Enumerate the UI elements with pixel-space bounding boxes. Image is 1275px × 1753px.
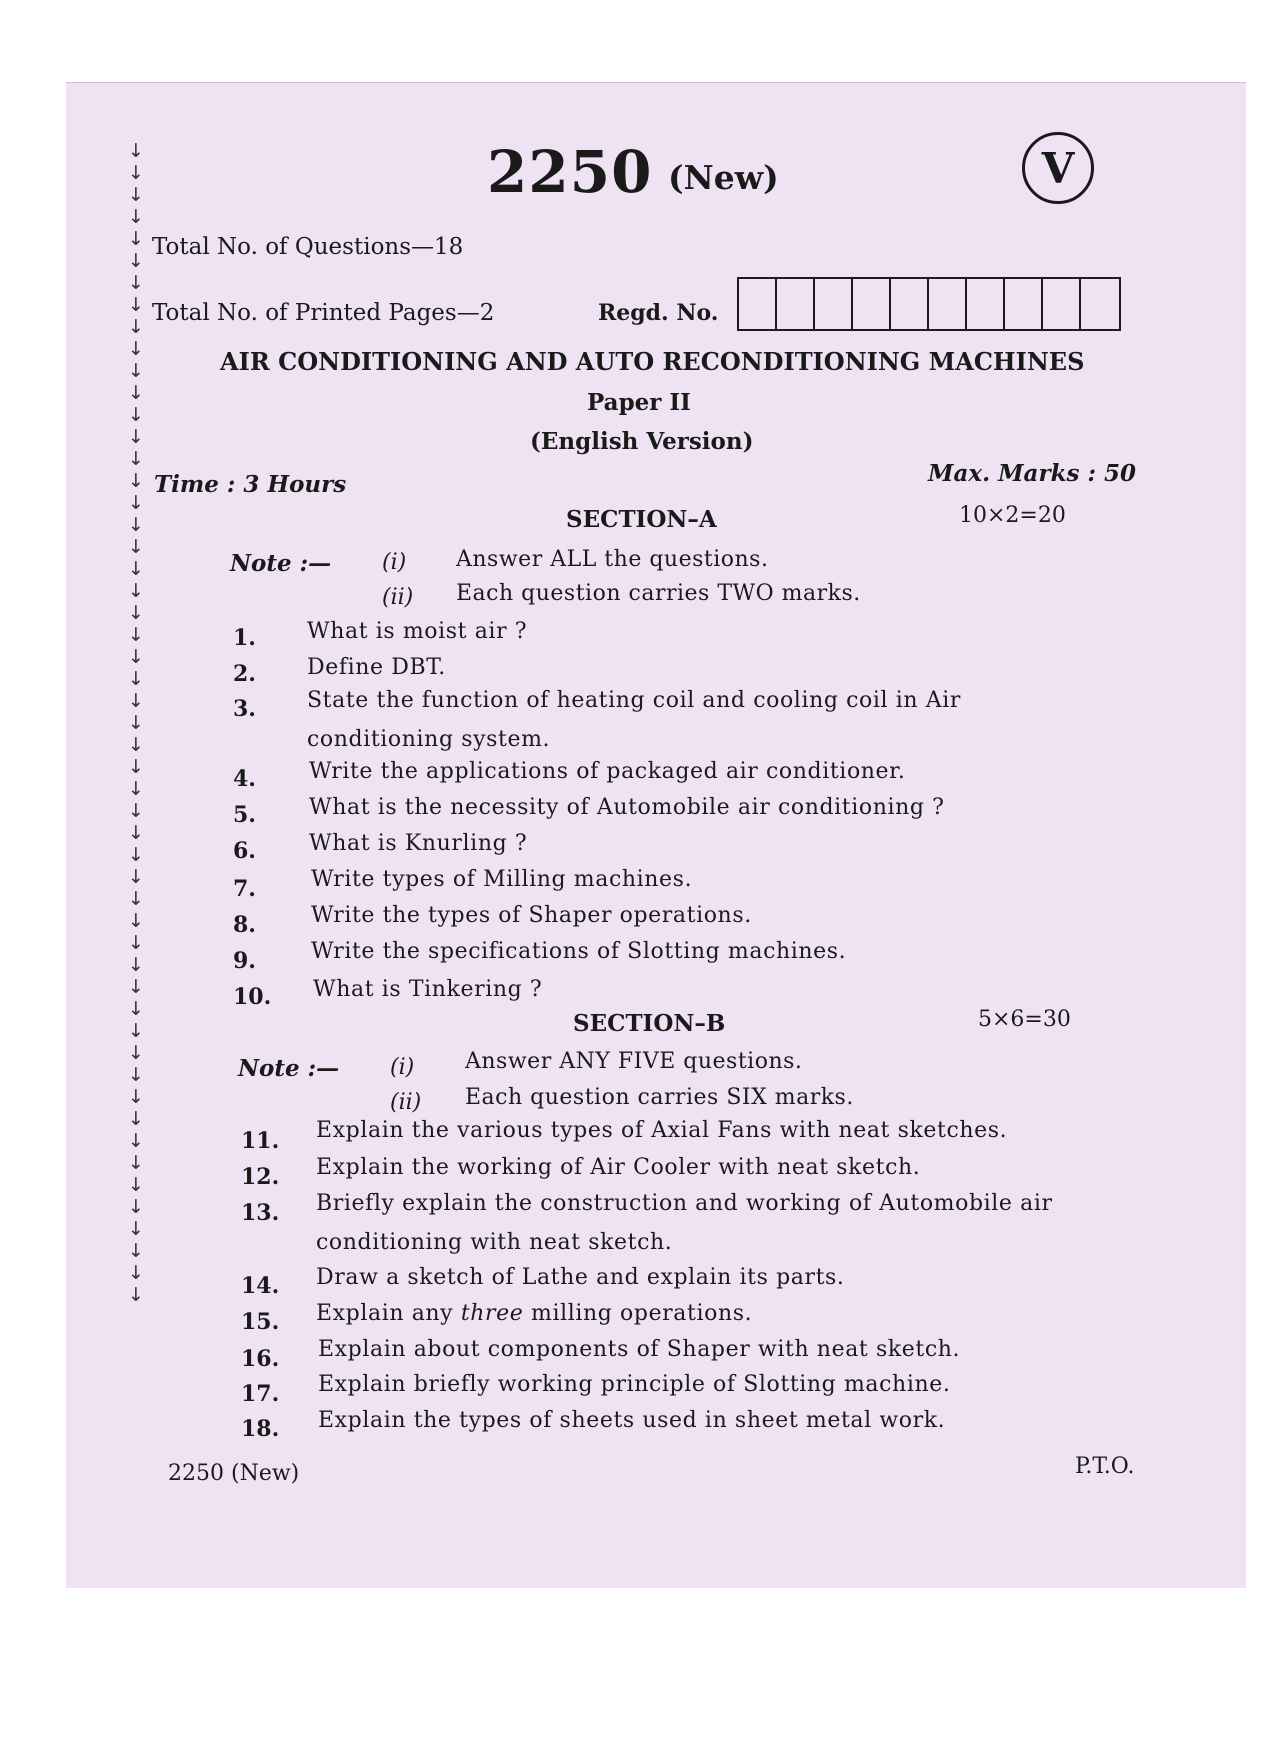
margin-arrow: ↓ — [128, 250, 144, 272]
question-text — [316, 1301, 752, 1326]
question-number: 14. — [241, 1273, 280, 1299]
question-text: Explain the types of sheets used in sheet metal work. — [318, 1408, 946, 1433]
question-text: Explain briefly working principle of Slotting machine. — [318, 1372, 951, 1397]
margin-arrow: ↓ — [128, 1064, 144, 1086]
question-text: State the function of heating coil and cooling coil in Air — [307, 688, 961, 713]
margin-arrow: ↓ — [128, 844, 144, 866]
margin-arrow: ↓ — [128, 360, 144, 382]
regd-cell[interactable] — [967, 279, 1005, 329]
margin-arrow: ↓ — [128, 206, 144, 228]
margin-arrow: ↓ — [128, 734, 144, 756]
margin-arrow: ↓ — [128, 426, 144, 448]
question-text: Explain the various types of Axial Fans with neat sketches. — [316, 1118, 1008, 1143]
question-number: 18. — [241, 1416, 280, 1442]
regd-cell[interactable] — [815, 279, 853, 329]
note-text: Each question carries SIX marks. — [465, 1085, 854, 1110]
margin-arrow: ↓ — [128, 228, 144, 250]
question-text: Write the types of Shaper operations. — [311, 903, 752, 928]
margin-arrow: ↓ — [128, 558, 144, 580]
margin-arrow: ↓ — [128, 1020, 144, 1042]
margin-arrow: ↓ — [128, 1130, 144, 1152]
regd-cell[interactable] — [1081, 279, 1119, 329]
margin-arrow: ↓ — [128, 778, 144, 800]
margin-arrow: ↓ — [128, 1262, 144, 1284]
margin-arrow: ↓ — [128, 382, 144, 404]
margin-arrow: ↓ — [128, 976, 144, 998]
question-text: Define DBT. — [307, 655, 446, 680]
margin-arrow: ↓ — [128, 448, 144, 470]
margin-arrow: ↓ — [128, 646, 144, 668]
section-b-note-label: Note :— — [238, 1055, 340, 1082]
margin-arrow: ↓ — [128, 910, 144, 932]
question-text: What is Knurling ? — [309, 831, 528, 856]
margin-arrow: ↓ — [128, 514, 144, 536]
section-b-marks: 5×6=30 — [978, 1007, 1071, 1032]
footer-pto: P.T.O. — [1075, 1454, 1135, 1479]
regd-cell[interactable] — [1005, 279, 1043, 329]
question-number: 12. — [241, 1164, 280, 1190]
margin-arrow: ↓ — [128, 1174, 144, 1196]
question-text: What is moist air ? — [307, 619, 528, 644]
margin-arrow: ↓ — [128, 162, 144, 184]
margin-arrow: ↓ — [128, 800, 144, 822]
question-text: Explain about components of Shaper with neat sketch. — [318, 1337, 961, 1362]
regd-cell[interactable] — [853, 279, 891, 329]
margin-arrow: ↓ — [128, 316, 144, 338]
regd-number-boxes[interactable] — [737, 277, 1121, 331]
section-b-title: SECTION–B — [573, 1010, 726, 1037]
question-text-part: Explain any — [316, 1301, 454, 1326]
question-number: 4. — [233, 766, 256, 792]
time-allowed: Time : 3 Hours — [154, 471, 347, 498]
regd-cell[interactable] — [739, 279, 777, 329]
question-number: 3. — [233, 696, 256, 722]
question-number: 2. — [233, 661, 256, 687]
section-a-note-label: Note :— — [230, 550, 332, 577]
paper-code-suffix: (New) — [668, 158, 779, 197]
question-text: Write types of Milling machines. — [311, 867, 693, 892]
margin-arrow: ↓ — [128, 1284, 144, 1306]
question-text-part: milling operations. — [530, 1301, 753, 1326]
note-text: Answer ALL the questions. — [456, 547, 769, 572]
question-text-emphasis: three — [460, 1301, 524, 1326]
note-index: (i) — [390, 1055, 415, 1080]
margin-arrow: ↓ — [128, 932, 144, 954]
question-number: 7. — [233, 876, 256, 902]
note-text: Each question carries TWO marks. — [456, 581, 861, 606]
question-number: 13. — [241, 1200, 280, 1226]
question-number: 16. — [241, 1346, 280, 1372]
question-text: What is the necessity of Automobile air conditioning ? — [309, 795, 945, 820]
question-number: 5. — [233, 802, 256, 828]
margin-arrows — [128, 140, 150, 1306]
question-number: 15. — [241, 1309, 280, 1335]
regd-cell[interactable] — [1043, 279, 1081, 329]
question-number: 11. — [241, 1128, 280, 1154]
margin-arrow: ↓ — [128, 1240, 144, 1262]
note-index: (i) — [382, 550, 407, 575]
margin-arrow: ↓ — [128, 690, 144, 712]
total-questions: Total No. of Questions—18 — [152, 234, 464, 260]
margin-arrow: ↓ — [128, 954, 144, 976]
margin-arrow: ↓ — [128, 404, 144, 426]
regd-cell[interactable] — [891, 279, 929, 329]
question-number: 17. — [241, 1381, 280, 1407]
max-marks: Max. Marks : 50 — [928, 460, 1136, 487]
margin-arrow: ↓ — [128, 602, 144, 624]
margin-arrow: ↓ — [128, 338, 144, 360]
margin-arrow: ↓ — [128, 140, 144, 162]
margin-arrow: ↓ — [128, 492, 144, 514]
margin-arrow: ↓ — [128, 272, 144, 294]
margin-arrow: ↓ — [128, 756, 144, 778]
total-pages: Total No. of Printed Pages—2 — [152, 300, 495, 326]
margin-arrow: ↓ — [128, 184, 144, 206]
section-a-title: SECTION–A — [566, 506, 717, 533]
margin-arrow: ↓ — [128, 536, 144, 558]
question-text: Briefly explain the construction and working of Automobile air — [316, 1191, 1053, 1216]
margin-arrow: ↓ — [128, 1196, 144, 1218]
question-text: Explain the working of Air Cooler with neat sketch. — [316, 1155, 921, 1180]
margin-arrow: ↓ — [128, 294, 144, 316]
note-text: Answer ANY FIVE questions. — [465, 1049, 803, 1074]
question-number: 9. — [233, 948, 256, 974]
note-index: (ii) — [390, 1090, 422, 1115]
section-a-marks: 10×2=20 — [959, 503, 1066, 528]
note-index: (ii) — [382, 585, 414, 610]
margin-arrow: ↓ — [128, 624, 144, 646]
margin-arrow: ↓ — [128, 470, 144, 492]
question-text: Write the specifications of Slotting machines. — [311, 939, 847, 964]
paper-number: Paper II — [587, 389, 691, 416]
paper-code: 2250 — [487, 138, 653, 206]
question-number: 6. — [233, 838, 256, 864]
regd-label: Regd. No. — [598, 300, 719, 326]
margin-arrow: ↓ — [128, 888, 144, 910]
regd-cell[interactable] — [929, 279, 967, 329]
language-version: (English Version) — [530, 428, 754, 455]
question-number: 10. — [233, 984, 272, 1010]
regd-cell[interactable] — [777, 279, 815, 329]
question-number: 1. — [233, 625, 256, 651]
margin-arrow: ↓ — [128, 822, 144, 844]
margin-arrow: ↓ — [128, 668, 144, 690]
margin-arrow: ↓ — [128, 866, 144, 888]
margin-arrow: ↓ — [128, 1042, 144, 1064]
question-text: What is Tinkering ? — [313, 977, 543, 1002]
margin-arrow: ↓ — [128, 1108, 144, 1130]
question-text: Write the applications of packaged air conditioner. — [309, 759, 906, 784]
margin-arrow: ↓ — [128, 1218, 144, 1240]
margin-arrow: ↓ — [128, 1086, 144, 1108]
margin-arrow: ↓ — [128, 712, 144, 734]
question-text: Draw a sketch of Lathe and explain its parts. — [316, 1265, 845, 1290]
question-text-continued: conditioning with neat sketch. — [316, 1230, 673, 1255]
question-number: 8. — [233, 912, 256, 938]
version-badge-letter: V — [1041, 143, 1075, 193]
margin-arrow: ↓ — [128, 998, 144, 1020]
margin-arrow: ↓ — [128, 1152, 144, 1174]
version-badge — [1022, 132, 1094, 204]
margin-arrow: ↓ — [128, 580, 144, 602]
subject-title: AIR CONDITIONING AND AUTO RECONDITIONING MACHINES — [220, 347, 1085, 376]
footer-code: 2250 (New) — [168, 1461, 300, 1486]
question-text-continued: conditioning system. — [307, 727, 551, 752]
